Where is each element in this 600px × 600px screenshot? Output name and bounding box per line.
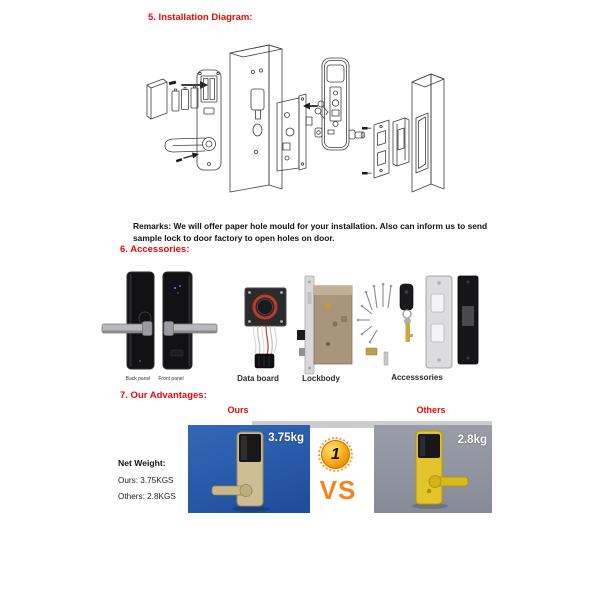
ours-product-image [188,425,310,513]
installation-diagram [120,40,460,220]
door-frame [412,74,444,192]
cover-screw-arrow [169,81,208,89]
battery-cover [147,79,167,119]
exterior-panel [315,58,365,150]
net-weight-title: Net Weight: [118,458,166,468]
remarks-line1: Remarks: We will offer paper hole mould for your installation. Also can inform us to send [133,221,488,231]
back-panel-photo [102,272,154,369]
data-board-photo [245,288,286,368]
vs-text: VS [319,475,357,505]
lockbody-label: Lockbody [302,374,340,383]
front-panel-photo [163,272,217,369]
accessories-parts-photo [357,276,478,368]
number-one-medal [321,440,350,469]
medal-rank-text: 1 [331,445,340,463]
strike-plate [374,120,389,178]
net-weight-others: Others: 2.8KGS [118,492,176,501]
remarks-line2: sample lock to door factory to open holes on door. [133,232,335,243]
accessories-heading: 6. Accessories: [120,244,190,255]
others-product-image [374,425,492,513]
door-panel [230,45,282,192]
front-panel-label: Front panel [158,376,184,382]
advantages-heading: 7. Our Advantages: [120,390,207,401]
remarks-text [133,221,487,244]
ours-column-label: Ours [227,405,249,415]
net-weight-ours: Ours: 3.75KGS [118,476,174,485]
strike-box [393,118,409,166]
lockbody-photo [297,276,352,374]
back-panel-label: Back panel [125,376,151,382]
accessories-figure [100,262,500,390]
others-column-label: Others [416,405,446,415]
data-board-label: Data board [237,374,279,383]
batteries [172,86,198,111]
others-weight-overlay: 2.8kg [457,434,487,446]
installation-heading: 5. Installation Diagram: [148,12,253,23]
accessories-label: Accesssories [391,373,443,382]
ours-weight-overlay: 3.75kg [268,432,304,444]
